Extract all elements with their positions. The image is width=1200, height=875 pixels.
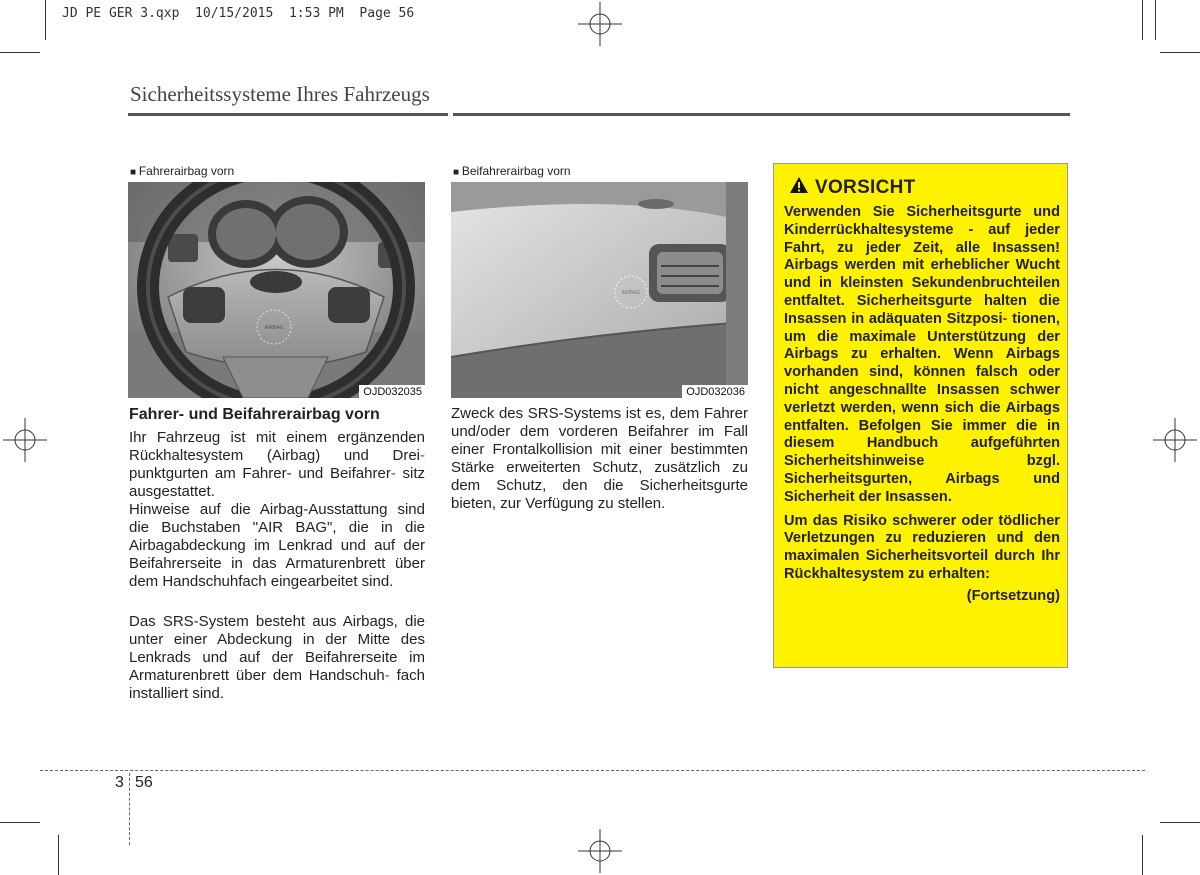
airbag-emblem-text: AIRBAG: [621, 290, 641, 296]
chapter-number: 3: [115, 774, 124, 791]
continued-note: (Fortsetzung): [966, 587, 1060, 604]
crop-mark: [1142, 835, 1143, 875]
page-number: 56: [135, 774, 153, 791]
warning-triangle-icon: [789, 176, 809, 194]
crop-mark: [58, 835, 59, 875]
crop-mark: [1160, 52, 1200, 53]
paragraph: Das SRS-System besteht aus Airbags, die unter einer Abdeckung in der Mitte des Lenkrads und auf der Beifahrerseite im Armaturenbrett über dem Handschuh- fach installiert sind.: [129, 613, 425, 702]
footer-rule: [40, 770, 1145, 771]
figure-code: OJD032036: [682, 385, 748, 398]
warning-body: [784, 204, 1060, 606]
figure-caption: ■ Fahrerairbag vorn: [130, 164, 234, 178]
steering-wheel-photo: [128, 182, 425, 398]
crop-mark: [1142, 0, 1143, 40]
paragraph: Ihr Fahrzeug ist mit einem ergänzenden Rückhaltesystem (Airbag) und Drei- punktgurten am Fahrer- und Beifahrer- sitz ausgestattet.: [129, 429, 425, 500]
figure-caption: ■ Beifahrerairbag vorn: [453, 164, 571, 178]
warning-title: VORSICHT: [789, 176, 916, 199]
crop-mark: [0, 822, 40, 823]
crop-mark: [0, 52, 40, 53]
crop-mark: [45, 0, 46, 40]
middle-text-column: [451, 405, 748, 513]
footer-divider: [129, 773, 130, 845]
left-text-column: [129, 405, 425, 703]
crop-mark: [1155, 0, 1156, 40]
print-slug: JD PE GER 3.qxp 10/15/2015 1:53 PM Page 56: [62, 6, 415, 21]
passenger-dashboard-photo: [451, 182, 748, 398]
airbag-emblem-text: AIRBAG: [264, 325, 284, 331]
figure-code: OJD032035: [359, 385, 425, 398]
paragraph: Zweck des SRS-Systems ist es, dem Fahrer und/oder dem vorderen Beifahrer im Fall einer Frontalkollision mit einer bestimmten Stärke erweiterten Schutz, zusätzlich zu dem Schutz, den die Sicherheitsgurte bieten, zur Verfügung zu stellen.: [451, 405, 748, 512]
warning-paragraph: Um das Risiko schwerer oder tödlicher Verletzungen zu reduzieren und den maximalen Sicherheitsvorteil durch Ihr Rückhaltesystem zu erhalten:: [784, 512, 1060, 582]
warning-paragraph: Verwenden Sie Sicherheitsgurte und Kinderrückhaltesysteme - auf jeder Fahrt, zu jeder Zeit, alle Insassen! Airbags werden mit erheblicher Wucht und in kleinsten Sekundenbruchteilen entfaltet. Sicherheitsgurte halten die Insassen in adäquaten Sitzposi- tionen, um die maximale Unterstützung der Airbags zu erhalten. Wenn Airbags vorhanden sind, können falsch oder nicht angeschnallte Insassen schwer verletzt werden, wenn sich die Airbags entfalten. Befolgen Sie immer die in diesem Handbuch aufgeführten Sicherheitshinweise bzgl. Sicherheitsgurten, Airbags und Sicherheit der Insassen.: [784, 204, 1060, 505]
paragraph: Hinweise auf die Airbag-Ausstattung sind die Buchstaben "AIR BAG", die in die Airbagabdeckung im Lenkrad und auf der Beifahrerseite in das Armaturenbrett über dem Handschuhfach eingearbeitet sind.: [129, 501, 425, 590]
crop-mark: [1160, 822, 1200, 823]
page-header-title: Sicherheitssysteme Ihres Fahrzeugs: [130, 82, 430, 106]
registration-mark-icon: [3, 415, 47, 465]
header-rule: [128, 113, 1070, 116]
registration-mark-icon: [575, 829, 625, 873]
warning-box: [773, 163, 1068, 668]
section-title: Fahrer- und Beifahrerairbag vorn: [129, 406, 380, 423]
registration-mark-icon: [575, 2, 625, 46]
registration-mark-icon: [1153, 415, 1197, 465]
